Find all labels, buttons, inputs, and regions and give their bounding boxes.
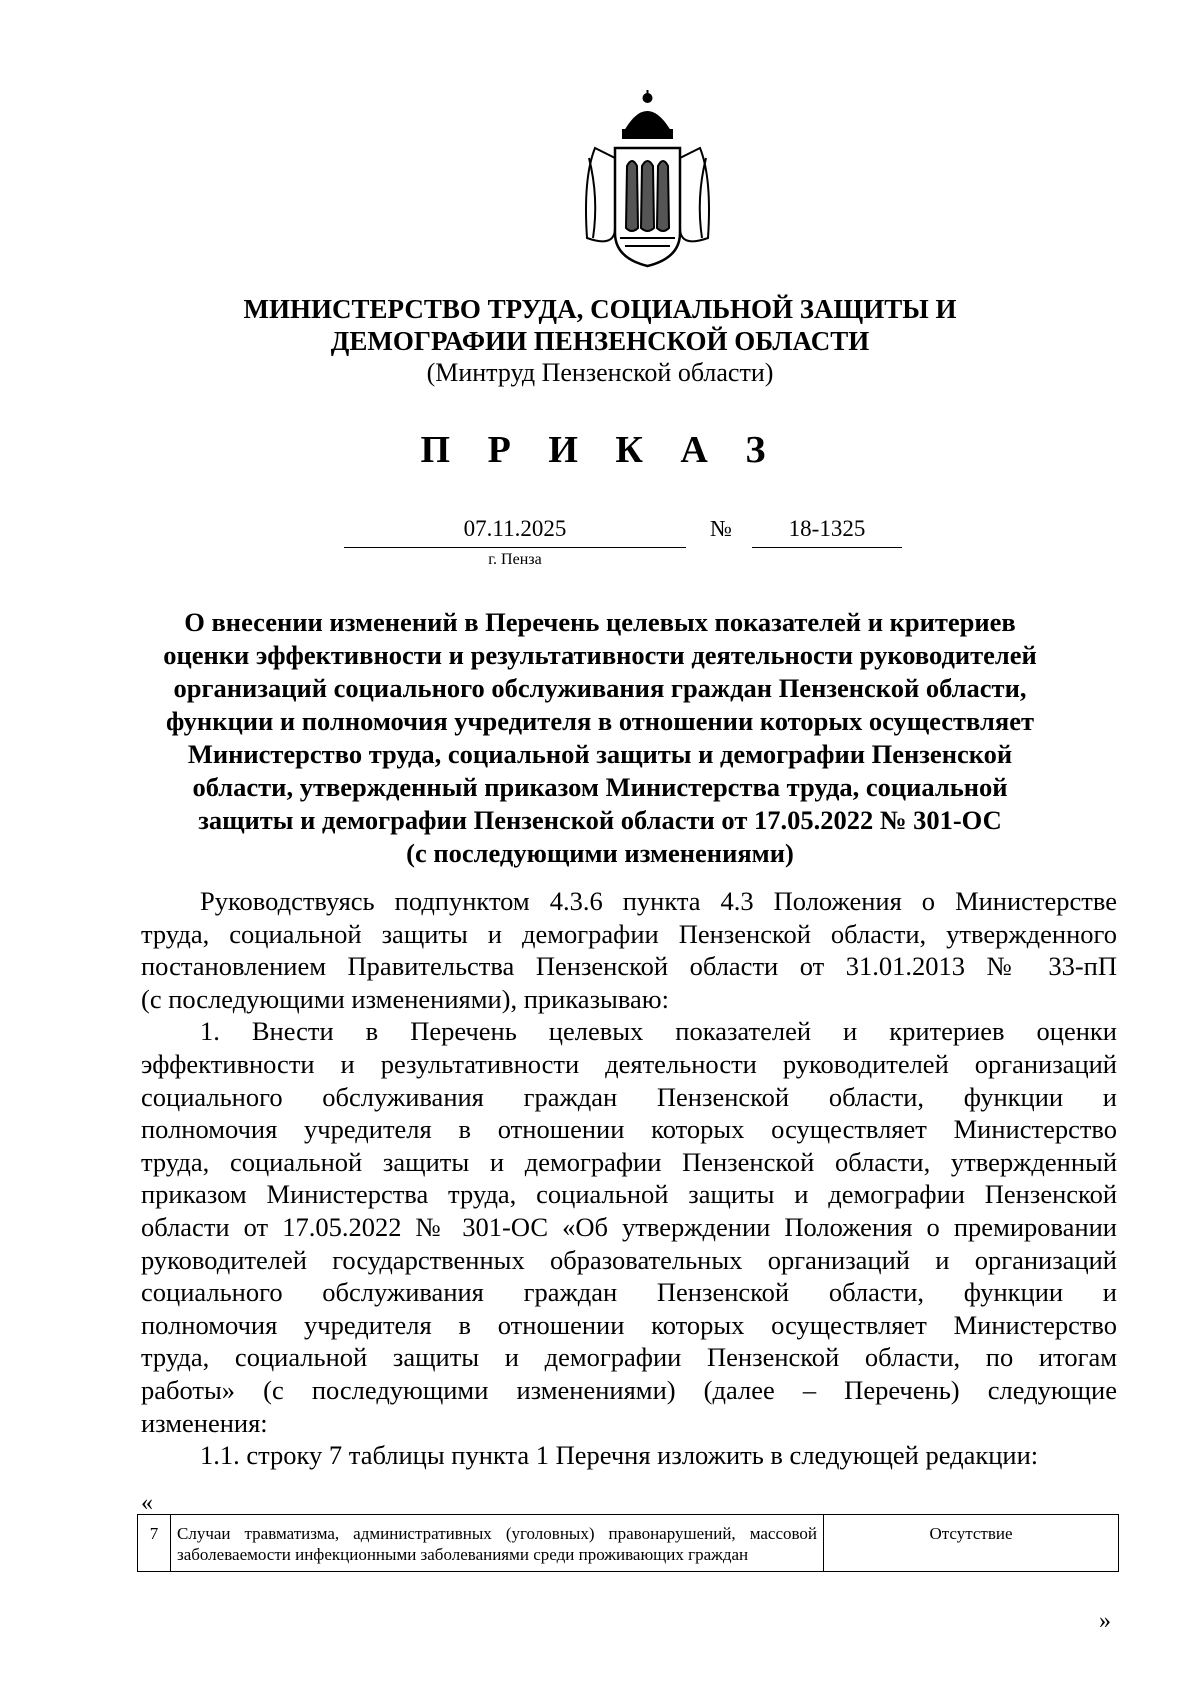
body-line: работы» (с последующими изменениями) (далее – Перечень) следующие (141, 1374, 1117, 1405)
body-line: 1. Внести в Перечень целевых показателей и критериев оценки (200, 1016, 1117, 1047)
subject-line: области, утвержденный приказом Министерства труда, социальной (192, 772, 1008, 802)
order-city: г. Пенза (488, 551, 542, 568)
body-line: эффективности и результативности деятельности руководителей организаций (141, 1048, 1117, 1079)
quote-open-mark: « (141, 1490, 153, 1516)
coat-of-arms-emblem (575, 88, 720, 278)
body-line: приказом Министерства труда, социальной защиты и демографии Пензенской (141, 1179, 1117, 1210)
subject-line: организаций социального обслуживания граждан Пензенской области, (173, 673, 1027, 703)
order-number: 18-1325 (788, 516, 866, 541)
subject-line: Министерство труда, социальной защиты и демографии Пензенской (187, 739, 1013, 769)
subject-line: (с последующими изменениями) (406, 838, 794, 868)
body-line: 1.1. строку 7 таблицы пункта 1 Перечня изложить в следующей редакции: (200, 1440, 1039, 1471)
body-line: социального обслуживания граждан Пензенской области, функции и (141, 1081, 1117, 1112)
number-sign: № (710, 516, 732, 541)
body-line: труда, социальной защиты и демографии Пензенской области, утвержденного (141, 918, 1117, 949)
subject-line: О внесении изменений в Перечень целевых показателей и критериев (184, 607, 1016, 637)
row-number-cell: 7 (138, 1515, 171, 1572)
body-line: социального обслуживания граждан Пензенской области, функции и (141, 1277, 1117, 1308)
body-line: изменения: (141, 1407, 268, 1438)
subject-line: защиты и демографии Пензенской области от 17.05.2022 № 301-ОС (198, 805, 1002, 835)
number-underline (752, 547, 902, 548)
order-body (141, 885, 1117, 1472)
ministry-name-line2: ДЕМОГРАФИИ ПЕНЗЕНСКОЙ ОБЛАСТИ (330, 326, 870, 356)
amendment-table (137, 1514, 1119, 1572)
body-line: Руководствуясь подпунктом 4.3.6 пункта 4.3 Положения о Министерстве (200, 886, 1117, 916)
order-subject (140, 606, 1060, 870)
quote-close-mark: » (1099, 1608, 1111, 1634)
body-line: руководителей государственных образовательных организаций и организаций (141, 1244, 1117, 1275)
body-line: (с последующими изменениями), приказываю: (141, 983, 669, 1014)
subject-line: функции и полномочия учредителя в отношении которых осуществляет (166, 706, 1034, 736)
indicator-cell: Случаи травматизма, административных (уголовных) правонарушений, массовой заболеваемости инфекционными заболеваниями среди проживающих граждан (171, 1515, 824, 1572)
body-line: труда, социальной защиты и демографии Пензенской области, по итогам (141, 1342, 1117, 1373)
date-underline (344, 547, 686, 548)
body-line: постановлением Правительства Пензенской области от 31.01.2013 № 33-пП (141, 951, 1117, 982)
body-line: полномочия учредителя в отношении которых осуществляет Министерство (141, 1114, 1117, 1145)
body-line: полномочия учредителя в отношении которых осуществляет Министерство (141, 1309, 1117, 1340)
subject-line: оценки эффективности и результативности деятельности руководителей (163, 640, 1037, 670)
order-date: 07.11.2025 (463, 516, 567, 541)
table-row (138, 1515, 1119, 1572)
criterion-cell: Отсутствие (824, 1515, 1119, 1572)
ministry-name-line1: МИНИСТЕРСТВО ТРУДА, СОЦИАЛЬНОЙ ЗАЩИТЫ И (243, 294, 957, 324)
document-type-title: П Р И К А З (420, 429, 780, 471)
body-line: труда, социальной защиты и демографии Пензенской области, утвержденный (141, 1146, 1117, 1177)
ministry-short-name: (Минтруд Пензенской области) (426, 358, 774, 387)
body-line: области от 17.05.2022 № 301-ОС «Об утверждении Положения о премировании (141, 1211, 1117, 1242)
